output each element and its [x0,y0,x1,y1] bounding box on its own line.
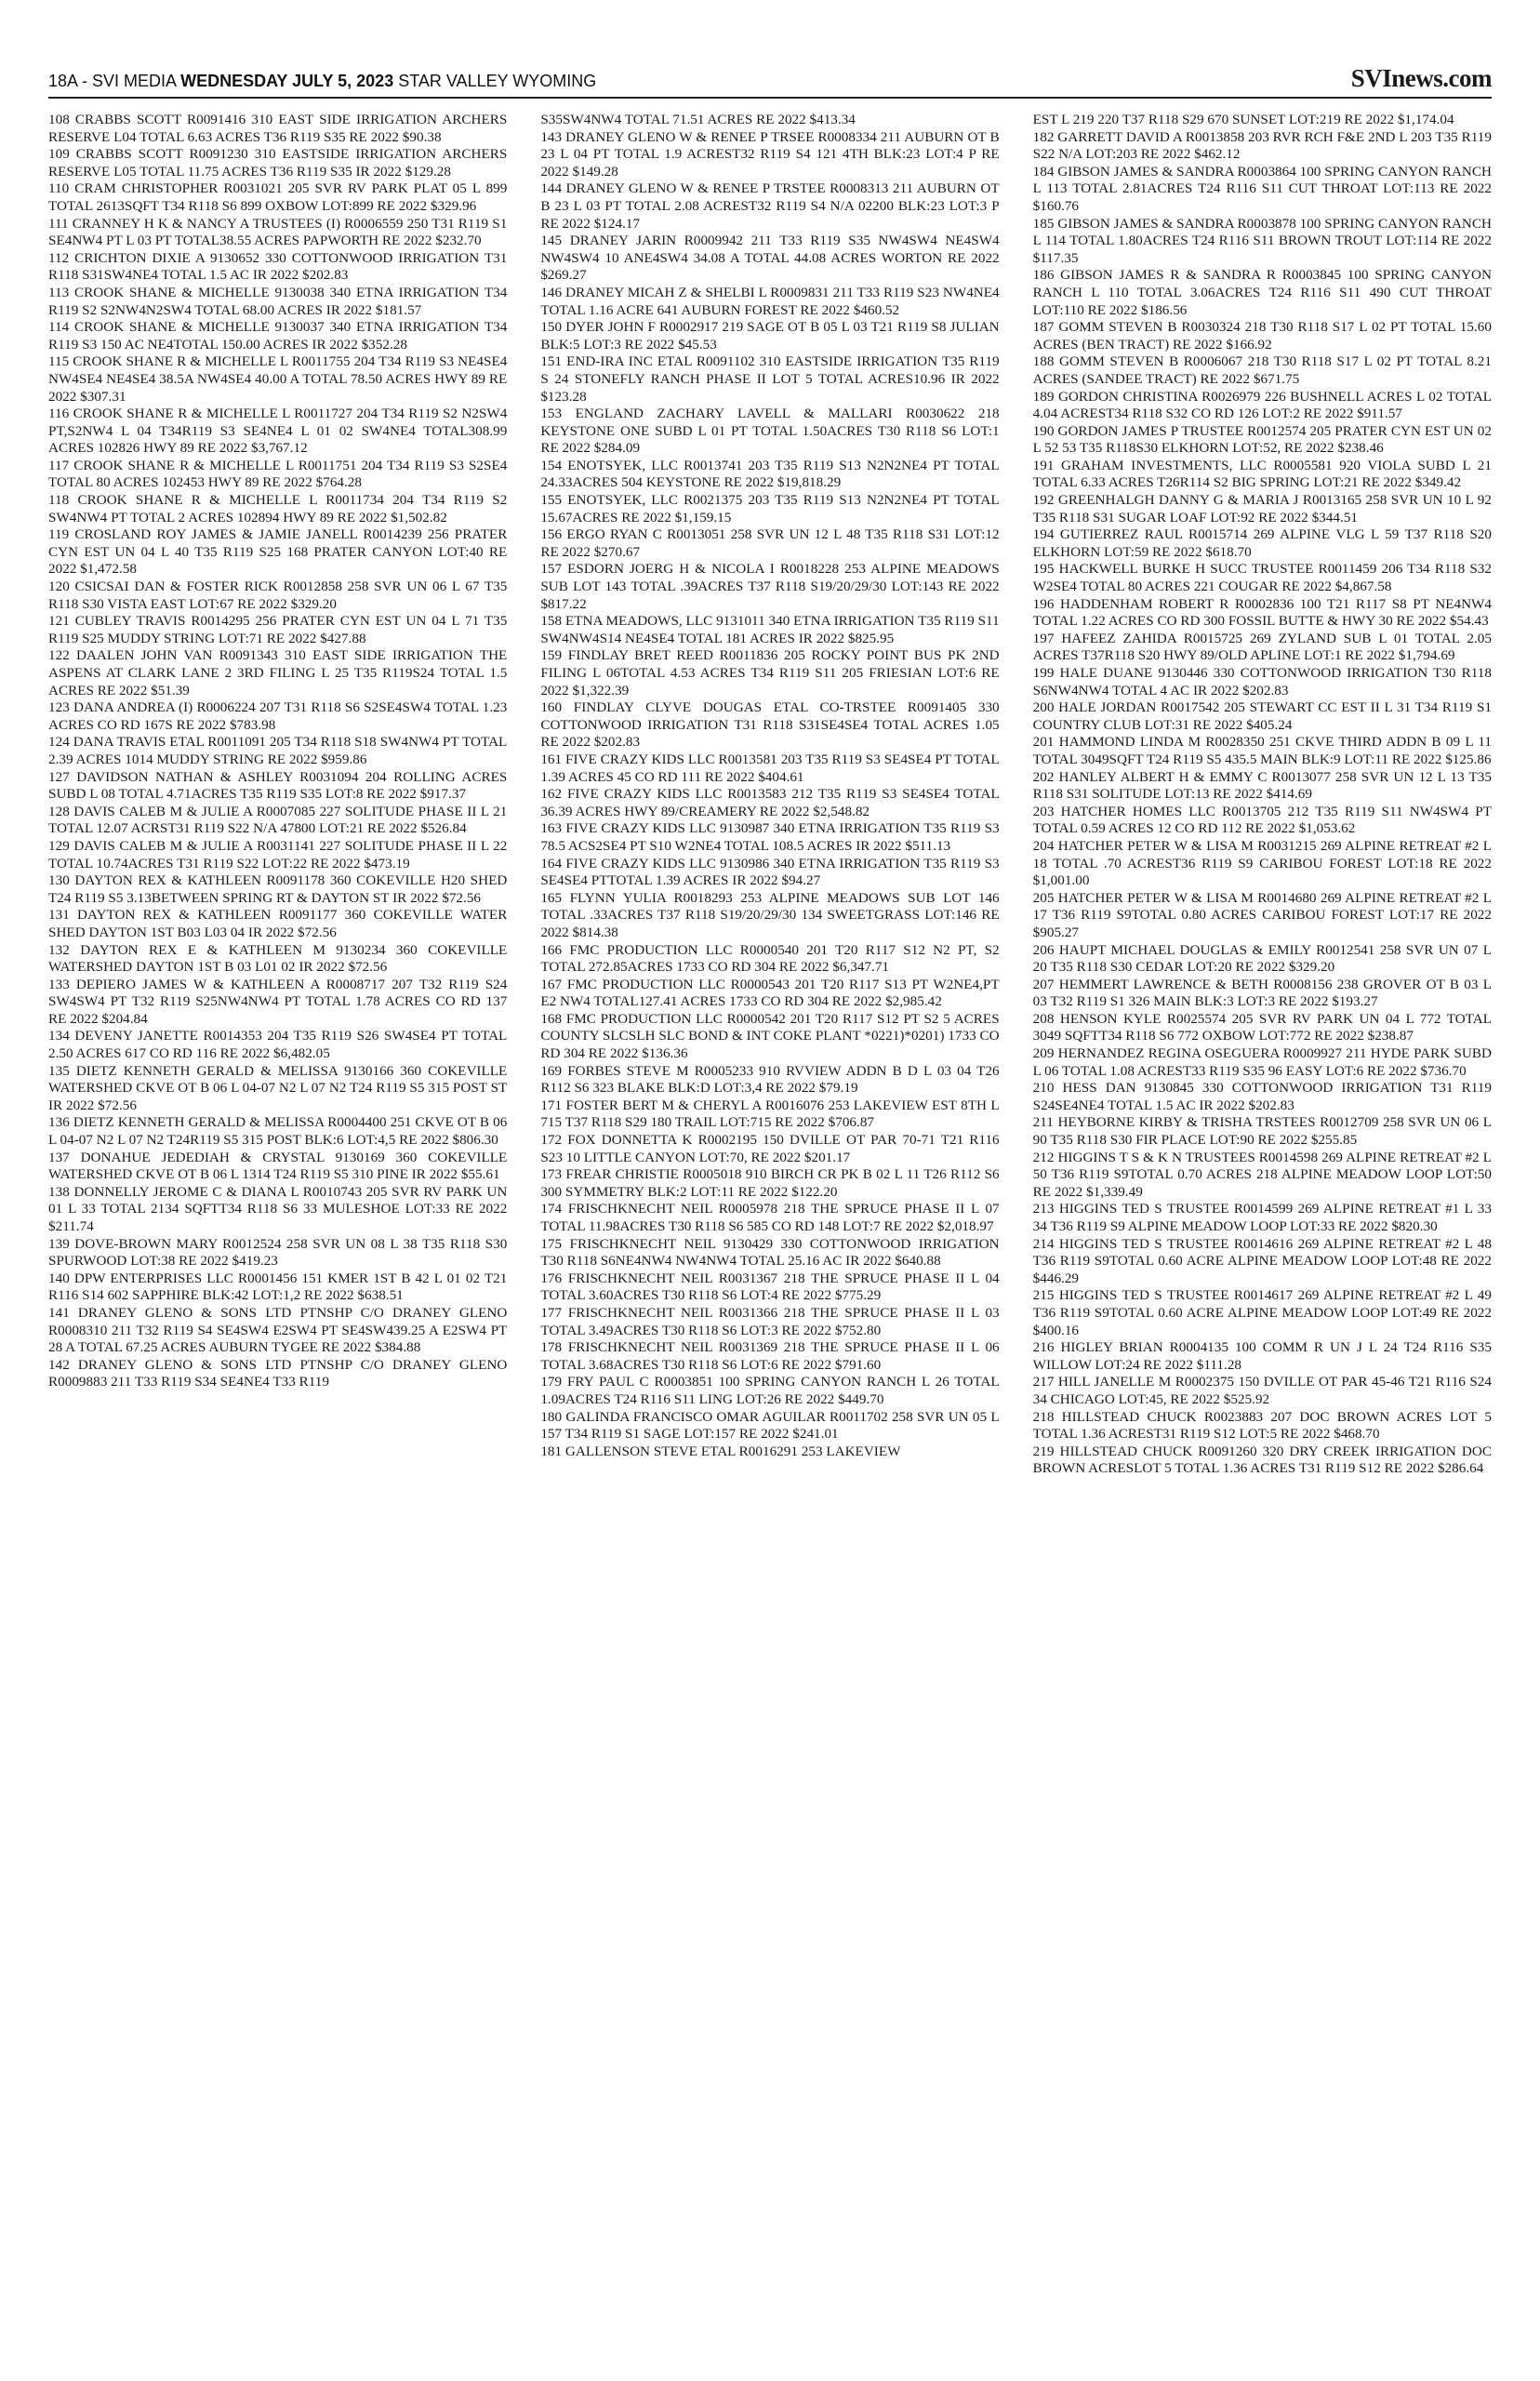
tax-notice-entry: 207 HEMMERT LAWRENCE & BETH R0008156 238 GROVER OT B 03 L 03 T32 R119 S1 326 MAIN BLK:3 LOT:3 RE 2022 $193.27 [1032,976,1492,1010]
tax-notice-entry: 215 HIGGINS TED S TRUSTEE R0014617 269 ALPINE RETREAT #2 L 49 T36 R119 S9TOTAL 0.60 ACRE ALPINE MEADOW LOOP LOT:49 RE 2022 $400.16 [1032,1287,1492,1338]
tax-notice-entry: 155 ENOTSYEK, LLC R0021375 203 T35 R119 S13 N2N2NE4 PT TOTAL 15.67ACRES RE 2022 $1,159.15 [540,492,1000,525]
tax-notice-entry: 184 GIBSON JAMES & SANDRA R0003864 100 SPRING CANYON RANCH L 113 TOTAL 2.81ACRES T24 R116 S11 CUT THROAT LOT:113 RE 2022 $160.76 [1032,163,1492,214]
tax-notice-entry: 217 HILL JANELLE M R0002375 150 DVILLE OT PAR 45-46 T21 R116 S24 34 CHICAGO LOT:45, RE 2022 $525.92 [1032,1374,1492,1407]
tax-notice-entry: 146 DRANEY MICAH Z & SHELBI L R0009831 211 T33 R119 S23 NW4NE4 TOTAL 1.16 ACRE 641 AUBURN FOREST RE 2022 $460.52 [540,284,1000,318]
tax-notice-entry: 160 FINDLAY CLYVE DOUGAS ETAL CO-TRSTEE R0091405 330 COTTONWOOD IRRIGATION T31 R118 S31SE4SE4 TOTAL ACRES 1.05 RE 2022 $202.83 [540,699,1000,751]
tax-notice-entry: 161 FIVE CRAZY KIDS LLC R0013581 203 T35 R119 S3 SE4SE4 PT TOTAL 1.39 ACRES 45 CO RD 111 RE 2022 $404.61 [540,751,1000,785]
tax-notice-entry: 110 CRAM CHRISTOPHER R0031021 205 SVR RV PARK PLAT 05 L 899 TOTAL 2613SQFT T34 R118 S6 899 OXBOW LOT:899 RE 2022 $329.96 [48,180,508,214]
tax-notice-entry: 196 HADDENHAM ROBERT R R0002836 100 T21 R117 S8 PT NE4NW4 TOTAL 1.22 ACRES CO RD 300 FOSSIL BUTTE & HWY 30 RE 2022 $54.43 [1032,595,1492,630]
tax-notice-entry: 200 HALE JORDAN R0017542 205 STEWART CC EST II L 31 T34 R119 S1 COUNTRY CLUB LOT:31 RE 2022 $405.24 [1032,699,1492,733]
tax-notice-entry: 108 CRABBS SCOTT R0091416 310 EAST SIDE IRRIGATION ARCHERS RESERVE L04 TOTAL 6.63 ACRES T36 R119 S35 RE 2022 $90.38 [48,112,508,145]
tax-notice-entry: 210 HESS DAN 9130845 330 COTTONWOOD IRRIGATION T31 R119 S24SE4NE4 TOTAL 1.5 AC IR 2022 $202.83 [1032,1080,1492,1113]
tax-notice-entry: 127 DAVIDSON NATHAN & ASHLEY R0031094 204 ROLLING ACRES SUBD L 08 TOTAL 4.71ACRES T35 R119 S35 LOT:8 RE 2022 $917.37 [48,768,508,803]
tax-notice-entry: 118 CROOK SHANE R & MICHELLE L R0011734 204 T34 R119 S2 SW4NW4 PT TOTAL 2 ACRES 102894 HWY 89 RE 2022 $1,502.82 [48,492,508,525]
masthead-location: STAR VALLEY WYOMING [398,72,597,90]
tax-notice-entry: 134 DEVENY JANETTE R0014353 204 T35 R119 S26 SW4SE4 PT TOTAL 2.50 ACRES 617 CO RD 116 RE 2022 $6,482.05 [48,1028,508,1062]
tax-notice-entry: 121 CUBLEY TRAVIS R0014295 256 PRATER CYN EST UN 04 L 71 T35 R119 S25 MUDDY STRING LOT:71 RE 2022 $427.88 [48,613,508,646]
tax-notice-entry: 131 DAYTON REX & KATHLEEN R0091177 360 COKEVILLE WATER SHED DAYTON 1ST B03 L03 04 IR 2022 $72.56 [48,907,508,940]
tax-notice-entry: 157 ESDORN JOERG H & NICOLA I R0018228 253 ALPINE MEADOWS SUB LOT 143 TOTAL .39ACRES T37 R118 S19/20/29/30 LOT:143 RE 2022 $817.22 [540,561,1000,612]
tax-notice-entry: 145 DRANEY JARIN R0009942 211 T33 R119 S35 NW4SW4 NE4SW4 NW4SW4 10 ANE4SW4 34.08 A TOTAL 44.08 ACRES WORTON RE 2022 $269.27 [540,233,1000,284]
tax-notice-entry: 159 FINDLAY BRET REED R0011836 205 ROCKY POINT BUS PK 2ND FILING L 06TOTAL 4.53 ACRES T34 R119 S11 205 FRIESIAN LOT:6 RE 2022 $1,322.39 [540,647,1000,698]
masthead-dateline [48,72,596,91]
tax-notice-entry: 111 CRANNEY H K & NANCY A TRUSTEES (I) R0006559 250 T31 R119 S1 SE4NW4 PT L 03 PT TOTAL38.55 ACRES PAPWORTH RE 2022 $232.70 [48,215,508,249]
tax-notice-entry: 132 DAYTON REX E & KATHLEEN M 9130234 360 COKEVILLE WATERSHED DAYTON 1ST B 03 L01 02 IR 2022 $72.56 [48,941,508,976]
tax-notice-entry: 191 GRAHAM INVESTMENTS, LLC R0005581 920 VIOLA SUBD L 21 TOTAL 6.33 ACRES T26R114 S2 BIG SPRING LOT:21 RE 2022 $349.42 [1032,457,1492,491]
tax-notice-entry: 181 GALLENSON STEVE ETAL R0016291 253 LAKEVIEW [540,1443,901,1459]
notice-column-1 [48,112,507,2325]
tax-notice-entry: 124 DANA TRAVIS ETAL R0011091 205 T34 R118 S18 SW4NW4 PT TOTAL 2.39 ACRES 1014 MUDDY STRING RE 2022 $959.86 [48,734,508,767]
tax-notice-entry: 154 ENOTSYEK, LLC R0013741 203 T35 R119 S13 N2N2NE4 PT TOTAL 24.33ACRES 504 KEYSTONE RE 2022 $19,818.29 [540,457,1000,491]
tax-notice-entry: 140 DPW ENTERPRISES LLC R0001456 151 KMER 1ST B 42 L 01 02 T21 R116 S14 602 SAPPHIRE BLK:42 LOT:1,2 RE 2022 $638.51 [48,1270,508,1304]
tax-notice-entry: 173 FREAR CHRISTIE R0005018 910 BIRCH CR PK B 02 L 11 T26 R112 S6 300 SYMMETRY BLK:2 LOT:11 RE 2022 $122.20 [540,1166,1000,1200]
notice-column-2 [540,112,999,2325]
tax-notice-entry: 216 HIGLEY BRIAN R0004135 100 COMM R UN J L 24 T24 R116 S35 WILLOW LOT:24 RE 2022 $111.28 [1032,1339,1492,1373]
tax-notice-entry: 162 FIVE CRAZY KIDS LLC R0013583 212 T35 R119 S3 SE4SE4 TOTAL 36.39 ACRES HWY 89/CREAMERY RE 2022 $2,548.82 [540,786,1000,819]
tax-notice-entry: 185 GIBSON JAMES & SANDRA R0003878 100 SPRING CANYON RANCH L 114 TOTAL 1.80ACRES T24 R116 S11 BROWN TROUT LOT:114 RE 2022 $117.35 [1032,215,1492,266]
tax-notice-entry: 114 CROOK SHANE & MICHELLE 9130037 340 ETNA IRRIGATION T34 R119 S3 150 AC NE4TOTAL 150.00 ACRES IR 2022 $352.28 [48,319,508,352]
tax-notice-entry: 139 DOVE-BROWN MARY R0012524 258 SVR UN 08 L 38 T35 R118 S30 SPURWOOD LOT:38 RE 2022 $419.23 [48,1235,508,1270]
tax-notice-entry: 192 GREENHALGH DANNY G & MARIA J R0013165 258 SVR UN 10 L 92 T35 R118 S31 SUGAR LOAF LOT:92 RE 2022 $344.51 [1032,492,1492,525]
tax-notice-entry: 123 DANA ANDREA (I) R0006224 207 T31 R118 S6 S2SE4SW4 TOTAL 1.23 ACRES CO RD 167S RE 2022 $783.98 [48,699,508,733]
tax-notice-entry: 187 GOMM STEVEN B R0030324 218 T30 R118 S17 L 02 PT TOTAL 15.60 ACRES (BEN TRACT) RE 2022 $166.92 [1032,319,1492,352]
tax-notice-entry: 109 CRABBS SCOTT R0091230 310 EASTSIDE IRRIGATION ARCHERS RESERVE L05 TOTAL 11.75 ACRES T36 R119 S35 IR 2022 $129.28 [48,146,508,180]
masthead-page-section: 18A - SVI MEDIA [48,72,177,90]
tax-notice-entry: 204 HATCHER PETER W & LISA M R0031215 269 ALPINE RETREAT #2 L 18 TOTAL .70 ACREST36 R119 S9 CARIBOU FOREST LOT:18 RE 2022 $1,001.00 [1032,837,1492,889]
tax-notice-entry: 214 HIGGINS TED S TRUSTEE R0014616 269 ALPINE RETREAT #2 L 48 T36 R119 S9TOTAL 0.60 ACRE ALPINE MEADOW LOOP LOT:48 RE 2022 $446.29 [1032,1235,1492,1286]
tax-notice-entry: 158 ETNA MEADOWS, LLC 9131011 340 ETNA IRRIGATION T35 R119 S11 SW4NW4S14 NE4SE4 TOTAL 181 ACRES IR 2022 $825.95 [540,613,1000,646]
tax-notice-entry: 164 FIVE CRAZY KIDS LLC 9130986 340 ETNA IRRIGATION T35 R119 S3 SE4SE4 PTTOTAL 1.39 ACRES IR 2022 $94.27 [540,855,1000,889]
tax-notice-entry: 186 GIBSON JAMES R & SANDRA R R0003845 100 SPRING CANYON RANCH L 110 TOTAL 3.06ACRES T24 R116 S11 490 CUT THROAT LOT:110 RE 2022 $186.56 [1032,267,1492,318]
tax-notice-entry: 197 HAFEEZ ZAHIDA R0015725 269 ZYLAND SUB L 01 TOTAL 2.05 ACRES T37R118 S20 HWY 89/OLD APLINE LOT:1 RE 2022 $1,794.69 [1032,630,1492,664]
tax-notice-entry: 129 DAVIS CALEB M & JULIE A R0031141 227 SOLITUDE PHASE II L 22 TOTAL 10.74ACRES T31 R119 S22 LOT:22 RE 2022 $473.19 [48,837,508,871]
tax-notice-entry: 175 FRISCHKNECHT NEIL 9130429 330 COTTONWOOD IRRIGATION T30 R118 S6NE4NW4 NW4NW4 TOTAL 25.16 AC IR 2022 $640.88 [540,1235,1000,1270]
tax-notice-entry: 182 GARRETT DAVID A R0013858 203 RVR RCH F&E 2ND L 203 T35 R119 S22 N/A LOT:203 RE 2022 $462.12 [1032,128,1492,163]
tax-notice-entry: 213 HIGGINS TED S TRUSTEE R0014599 269 ALPINE RETREAT #1 L 33 34 T36 R119 S9 ALPINE MEADOW LOOP LOT:33 RE 2022 $820.30 [1032,1201,1492,1234]
tax-notice-entry: 115 CROOK SHANE R & MICHELLE L R0011755 204 T34 R119 S3 NE4SE4 NW4SE4 NE4SE4 38.5A NW4SE4 40.00 A TOTAL 78.50 ACRES HWY 89 RE 2022 $307.31 [48,353,508,405]
tax-notice-entry: 133 DEPIERO JAMES W & KATHLEEN A R0008717 207 T32 R119 S24 SW4SW4 PT T32 R119 S25NW4NW4 PT TOTAL 1.78 ACRES CO RD 137 RE 2022 $204.84 [48,976,508,1027]
tax-notice-entry: 142 DRANEY GLENO & SONS LTD PTNSHP C/O DRANEY GLENO R0009883 211 T33 R119 S34 SE4NE4 T33 R119 [48,1356,508,1390]
tax-notice-entry: 203 HATCHER HOMES LLC R0013705 212 T35 R119 S11 NW4SW4 PT TOTAL 0.59 ACRES 12 CO RD 112 RE 2022 $1,053.62 [1032,803,1492,837]
tax-notice-entry: 195 HACKWELL BURKE H SUCC TRUSTEE R0011459 206 T34 R118 S32 W2SE4 TOTAL 80 ACRES 221 COUGAR RE 2022 $4,867.58 [1032,561,1492,595]
tax-notice-entry: 144 DRANEY GLENO W & RENEE P TRSTEE R0008313 211 AUBURN OT B 23 L 03 PT TOTAL 2.08 ACREST32 R119 S4 N/A 02200 BLK:23 LOT:3 P RE 2022 $124.17 [540,180,1000,232]
tax-notice-entry: 168 FMC PRODUCTION LLC R0000542 201 T20 R117 S12 PT S2 5 ACRES COUNTY SLCSLH SLC BOND & INT COKE PLANT *0221)*0201) 1733 CO RD 304 RE 2022 $136.36 [540,1010,1000,1062]
tax-notice-entry: 113 CROOK SHANE & MICHELLE 9130038 340 ETNA IRRIGATION T34 R119 S2 S2NW4N2SW4 TOTAL 68.00 ACRES IR 2022 $181.57 [48,284,508,318]
tax-notice-entry: 167 FMC PRODUCTION LLC R0000543 201 T20 R117 S13 PT W2NE4,PT E2 NW4 TOTAL127.41 ACRES 1733 CO RD 304 RE 2022 $2,985.42 [540,976,1000,1010]
tax-notice-entry: 112 CRICHTON DIXIE A 9130652 330 COTTONWOOD IRRIGATION T31 R118 S31SW4NE4 TOTAL 1.5 AC IR 2022 $202.83 [48,249,508,284]
tax-notice-entry: 206 HAUPT MICHAEL DOUGLAS & EMILY R0012541 258 SVR UN 07 L 20 T35 R118 S30 CEDAR LOT:20 RE 2022 $329.20 [1032,941,1492,976]
tax-notice-entry: 122 DAALEN JOHN VAN R0091343 310 EAST SIDE IRRIGATION THE ASPENS AT CLARK LANE 2 3RD FILING L 25 T35 R119S24 TOTAL 1.5 ACRES RE 2022 $51.39 [48,647,508,698]
tax-notice-entry: 219 HILLSTEAD CHUCK R0091260 320 DRY CREEK IRRIGATION DOC BROWN ACRESLOT 5 TOTAL 1.36 ACRES T31 R119 S12 RE 2022 $286.64 [1032,1443,1492,1477]
tax-notice-entry: 120 CSICSAI DAN & FOSTER RICK R0012858 258 SVR UN 06 L 67 T35 R118 S30 VISTA EAST LOT:67 RE 2022 $329.20 [48,579,508,612]
tax-notice-entry: 199 HALE DUANE 9130446 330 COTTONWOOD IRRIGATION T30 R118 S6NW4NW4 TOTAL 4 AC IR 2022 $202.83 [1032,665,1492,698]
tax-notice-entry: 176 FRISCHKNECHT NEIL R0031367 218 THE SPRUCE PHASE II L 04 TOTAL 3.60ACRES T30 R118 S6 LOT:4 RE 2022 $775.29 [540,1270,1000,1304]
tax-notice-entry: 135 DIETZ KENNETH GERALD & MELISSA 9130166 360 COKEVILLE WATERSHED CKVE OT B 06 L 04-07 N2 L 07 N2 T24 R119 S5 315 POST ST IR 2022 $72.56 [48,1062,508,1113]
tax-notice-entry: 178 FRISCHKNECHT NEIL R0031369 218 THE SPRUCE PHASE II L 06 TOTAL 3.68ACRES T30 R118 S6 LOT:6 RE 2022 $791.60 [540,1339,1000,1373]
tax-notice-entry: 153 ENGLAND ZACHARY LAVELL & MALLARI R0030622 218 KEYSTONE ONE SUBD L 01 PT TOTAL 1.50ACRES T30 R118 S6 LOT:1 RE 2022 $284.09 [540,406,1000,457]
tax-notice-entry: 194 GUTIERREZ RAUL R0015714 269 ALPINE VLG L 59 T37 R118 S20 ELKHORN LOT:59 RE 2022 $618.70 [1032,526,1492,560]
tax-notice-entry: 143 DRANEY GLENO W & RENEE P TRSEE R0008334 211 AUBURN OT B 23 L 04 PT TOTAL 1.9 ACREST32 R119 S4 121 4TH BLK:23 LOT:4 P RE 2022 $149.28 [540,128,1000,180]
tax-notice-entry: 156 ERGO RYAN C R0013051 258 SVR UN 12 L 48 T35 R118 S31 LOT:12 RE 2022 $270.67 [540,526,1000,560]
tax-notice-entry: 211 HEYBORNE KIRBY & TRISHA TRSTEES R0012709 258 SVR UN 06 L 90 T35 R118 S30 FIR PLACE LOT:90 RE 2022 $255.85 [1032,1114,1492,1149]
tax-notice-entry: 141 DRANEY GLENO & SONS LTD PTNSHP C/O DRANEY GLENO R0008310 211 T32 R119 S4 SE4SW4 E2SW4 PT SE4SW439.25 A E2SW4 PT 28 A TOTAL 67.25 ACRES AUBURN TYGEE RE 2022 $384.88 [48,1304,508,1356]
page-masthead [48,60,1492,99]
tax-notice-entry: 174 FRISCHKNECHT NEIL R0005978 218 THE SPRUCE PHASE II L 07 TOTAL 11.98ACRES T30 R118 S6 585 CO RD 148 LOT:7 RE 2022 $2,018.97 [540,1201,1000,1234]
tax-notice-entry: 165 FLYNN YULIA R0018293 253 ALPINE MEADOWS SUB LOT 146 TOTAL .33ACRES T37 R118 S19/20/29/30 134 SWEETGRASS LOT:146 RE 2022 $814.38 [540,889,1000,940]
tax-notice-entry: 201 HAMMOND LINDA M R0028350 251 CKVE THIRD ADDN B 09 L 11 TOTAL 3049SQFT T24 R119 S5 435.5 MAIN BLK:9 LOT:11 RE 2022 $125.86 [1032,734,1492,767]
tax-notice-entry: S35SW4NW4 TOTAL 71.51 ACRES RE 2022 $413.34 [540,112,856,127]
tax-notice-entry: 117 CROOK SHANE R & MICHELLE L R0011751 204 T34 R119 S3 S2SE4 TOTAL 80 ACRES 102453 HWY 89 RE 2022 $764.28 [48,457,508,491]
tax-notice-entry: 163 FIVE CRAZY KIDS LLC 9130987 340 ETNA IRRIGATION T35 R119 S3 78.5 ACS2SE4 PT S10 W2NE4 TOTAL 108.5 ACRES IR 2022 $511.13 [540,820,1000,854]
tax-notice-entry: 190 GORDON JAMES P TRUSTEE R0012574 205 PRATER CYN EST UN 02 L 52 53 T35 R118S30 ELKHORN LOT:52, RE 2022 $238.46 [1032,422,1492,457]
tax-notice-entry: 188 GOMM STEVEN B R0006067 218 T30 R118 S17 L 02 PT TOTAL 8.21 ACRES (SANDEE TRACT) RE 2022 $671.75 [1032,353,1492,387]
tax-notice-entry: 189 GORDON CHRISTINA R0026979 226 BUSHNELL ACRES L 02 TOTAL 4.04 ACREST34 R118 S32 CO RD 126 LOT:2 RE 2022 $911.57 [1032,388,1492,422]
tax-notice-entry: 137 DONAHUE JEDEDIAH & CRYSTAL 9130169 360 COKEVILLE WATERSHED CKVE OT B 06 L 1314 T24 R119 S5 310 PINE IR 2022 $55.61 [48,1149,508,1183]
tax-notice-entry: 166 FMC PRODUCTION LLC R0000540 201 T20 R117 S12 N2 PT, S2 TOTAL 272.85ACRES 1733 CO RD 304 RE 2022 $6,347.71 [540,941,1000,976]
tax-notice-entry: 172 FOX DONNETTA K R0002195 150 DVILLE OT PAR 70-71 T21 R116 S23 10 LITTLE CANYON LOT:70, RE 2022 $201.17 [540,1132,1000,1165]
tax-notice-entry: 208 HENSON KYLE R0025574 205 SVR RV PARK UN 04 L 772 TOTAL 3049 SQFTT34 R118 S6 772 OXBOW LOT:772 RE 2022 $238.87 [1032,1010,1492,1044]
tax-notice-entry: 209 HERNANDEZ REGINA OSEGUERA R0009927 211 HYDE PARK SUBD L 06 TOTAL 1.08 ACREST33 R119 S35 96 EASY LOT:6 RE 2022 $736.70 [1032,1045,1492,1079]
tax-notice-entry: 151 END-IRA INC ETAL R0091102 310 EASTSIDE IRRIGATION T35 R119 S 24 STONEFLY RANCH PHASE II LOT 5 TOTAL ACRES10.96 IR 2022 $123.28 [540,353,1000,405]
tax-notice-entry: 171 FOSTER BERT M & CHERYL A R0016076 253 LAKEVIEW EST 8TH L 715 T37 R118 S29 180 TRAIL LOT:715 RE 2022 $706.87 [540,1097,1000,1131]
masthead-site-name: SVInews.com [1350,64,1492,92]
notice-column-3 [1033,112,1492,2325]
tax-notice-entry: 130 DAYTON REX & KATHLEEN R0091178 360 COKEVILLE H20 SHED T24 R119 S5 3.13BETWEEN SPRING RT & DAYTON ST IR 2022 $72.56 [48,872,508,906]
tax-notice-entry: 128 DAVIS CALEB M & JULIE A R0007085 227 SOLITUDE PHASE II L 21 TOTAL 12.07 ACRST31 R119 S22 N/A 47800 LOT:21 RE 2022 $526.84 [48,803,508,837]
tax-notice-entry: 177 FRISCHKNECHT NEIL R0031366 218 THE SPRUCE PHASE II L 03 TOTAL 3.49ACRES T30 R118 S6 LOT:3 RE 2022 $752.80 [540,1304,1000,1338]
tax-notice-entry: 179 FRY PAUL C R0003851 100 SPRING CANYON RANCH L 26 TOTAL 1.09ACRES T24 R116 S11 LING LOT:26 RE 2022 $449.70 [540,1374,1000,1407]
tax-notice-entry: 202 HANLEY ALBERT H & EMMY C R0013077 258 SVR UN 12 L 13 T35 R118 S31 SOLITUDE LOT:13 RE 2022 $414.69 [1032,768,1492,803]
tax-notice-entry: EST L 219 220 T37 R118 S29 670 SUNSET LOT:219 RE 2022 $1,174.04 [1032,112,1454,127]
tax-notice-entry: 180 GALINDA FRANCISCO OMAR AGUILAR R0011702 258 SVR UN 05 L 157 T34 R119 S1 SAGE LOT:157 RE 2022 $241.01 [540,1408,1000,1443]
tax-notice-entry: 212 HIGGINS T S & K N TRUSTEES R0014598 269 ALPINE RETREAT #2 L 50 T36 R119 S9TOTAL 0.70 ACRES 218 ALPINE MEADOW LOOP LOT:50 RE 2022 $1,339.49 [1032,1149,1492,1200]
tax-notice-entry: 169 FORBES STEVE M R0005233 910 RVVIEW ADDN B D L 03 04 T26 R112 S6 323 BLAKE BLK:D LOT:3,4 RE 2022 $79.19 [540,1062,1000,1097]
tax-notice-entry: 116 CROOK SHANE R & MICHELLE L R0011727 204 T34 R119 S2 N2SW4 PT,S2NW4 L 04 T34R119 S3 SE4NE4 L 01 02 SW4NE4 TOTAL308.99 ACRES 102826 HWY 89 RE 2022 $3,767.12 [48,406,508,457]
tax-notice-entry: 218 HILLSTEAD CHUCK R0023883 207 DOC BROWN ACRES LOT 5 TOTAL 1.36 ACREST31 R119 S12 LOT:5 RE 2022 $468.70 [1032,1408,1492,1443]
tax-notice-entry: 205 HATCHER PETER W & LISA M R0014680 269 ALPINE RETREAT #2 L 17 T36 R119 S9TOTAL 0.80 ACRES CARIBOU FOREST LOT:17 RE 2022 $905.27 [1032,889,1492,940]
tax-notice-entry: 150 DYER JOHN F R0002917 219 SAGE OT B 05 L 03 T21 R119 S8 JULIAN BLK:5 LOT:3 RE 2022 $45.53 [540,319,1000,352]
tax-notice-entry: 119 CROSLAND ROY JAMES & JAMIE JANELL R0014239 256 PRATER CYN EST UN 04 L 40 T35 R119 S25 168 PRATER CANYON LOT:40 RE 2022 $1,472.58 [48,526,508,578]
legal-notice-columns [48,112,1492,2325]
tax-notice-entry: 138 DONNELLY JEROME C & DIANA L R0010743 205 SVR RV PARK UN 01 L 33 TOTAL 2134 SQFTT34 R118 S6 33 MULESHOE LOT:33 RE 2022 $211.74 [48,1183,508,1234]
tax-notice-entry: 136 DIETZ KENNETH GERALD & MELISSA R0004400 251 CKVE OT B 06 L 04-07 N2 L 07 N2 T24R119 S5 315 POST BLK:6 LOT:4,5 RE 2022 $806.30 [48,1114,508,1149]
masthead-date: WEDNESDAY JULY 5, 2023 [180,72,394,90]
